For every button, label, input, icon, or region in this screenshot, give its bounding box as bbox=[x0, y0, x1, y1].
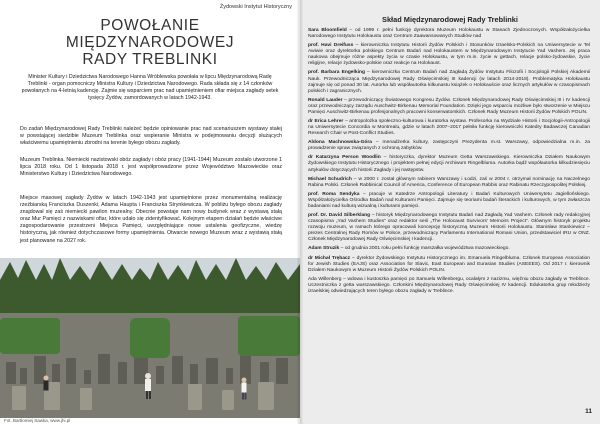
list-item: Sara Bloomfield – od 1999 r. pełni funkcję dyrektora Muzeum Holokaustu w Stanach Zjednoczonych. Współzałożycielka Narodowego Instytutu Holokaustu oraz Centrum Zaawansowanych Studiów nad bbox=[308, 28, 591, 40]
title-line-3: RADY TREBLINKI bbox=[82, 51, 218, 68]
council-composition-title: Skład Międzynarodowej Rady Treblinki bbox=[382, 15, 518, 24]
list-item: prof. Havi Dreifuss – kierowniczka Instytutu Historii Żydów Polskich i Stosunków Izraelsko-Polskich na Uniwersytecie w Tel Awiwie oraz dyrektorka polskiego Centrum Badań nad Holokaustem w Międzynarodowym Instytucie Yad Vashem. Jej praca naukowa obejmuje różne aspekty życia w czasie Holokaustu, w tym m.in. życie w gettach, relacje polsko-żydowskie, życie religijne, relacje żydowsko-polskie oraz reakcje na Holokaust. bbox=[308, 43, 591, 67]
list-item: Michael Schudrich – w 2000 r. został głównym rabinem Warszawy i Łodzi, zaś w 2004 r. otrzymał nominację na Naczelnego Rabina Polski. Członek Rabbinical Council of America, Conference of European Rabbis oraz Rabinatu Rzeczypospolitej Polskiej. bbox=[308, 176, 590, 188]
right-page bbox=[300, 0, 600, 424]
list-item: dr Katarzyna Person Woodlin – historyczka, dyrektor Muzeum Getta Warszawskiego. Kierowniczka Działem Naukowym Żydowskiego Instytutu Historycznego i projektem pełnej edycji Archiwum Ringelbluma. Autorka bądź współautorka kilkudziesięciu artykułów dotyczących historii Zagłady i jej następstw. bbox=[308, 155, 590, 173]
list-item: prof. Barbara Engelking – kierowniczka Centrum Badań nad Zagładą Żydów Instytutu Filozofii i Socjologii Polskiej Akademii Nauk. Przewodnicząca Międzynarodowej Rady Oświęcimskiej III kadencji (w latach 2014-2018). Problematyka Holokaustu zajmuje się od ponad 30 lat. Autorka lub współautorka kilkunastu książek o Holokauście oraz licznych artykułów w czasopismach polskich i zagranicznych. bbox=[308, 70, 590, 94]
list-item: prof. Roma Sendyka – pracuje w Katedrze Antropologii Literatury i Badań Kulturowych Uniwersytetu Jagiellońskiego. Współzałożycielka Ośrodka Badań nad Kulturami Pamięci. Zajmuje się teoriami badań literackich i kulturowych, w tym zwłaszcza badaniami nad kulturą wizualną i kulturami pamięci. bbox=[308, 191, 590, 209]
page-gutter bbox=[297, 0, 303, 424]
list-item: dr Erica Lehrer – antropolożka społeczno-kulturowa i kuratorka wystaw. Profesorka na Wydziale Historii i Socjologii-Antropologii na Uniwersytecie Concordia w Montrealu, gdzie w latach 2007–2017 pełniła funkcję kierowniczki Katedry Badawczej Canadian Research Chair w Post-Conflict Studies. bbox=[308, 118, 591, 137]
paragraph-museum-info: Muzeum Treblinka. Niemiecki nazistowski obóz zagłady i obóz pracy (1941-1944) Muzeum zostało utworzone 1 lipca 2018 roku. Od 1 listopada 2018 r. jest współprowadzone przez Województwo Mazowieckie oraz Ministerstwo Kultury i Dziedzictwa Narodowego. bbox=[20, 157, 282, 178]
article-title bbox=[0, 17, 300, 68]
photo-caption: Fot. Bartłomiej Sawka, www.jhi.pl bbox=[4, 418, 71, 423]
title-line-2: MIĘDZYNARODOWEJ bbox=[65, 34, 235, 51]
list-item: Ada Willenberg – wdowa i kustoszka pamięci po Samuelu Willenbergu, ocalałym z nazizmu, więźniu obozu zagłady w Treblince. Uczestniczka z getta warszawskiego. Członkini Międzynarodowej Rady Oświęcimskiej IV kadencji. Edukatorka grup młodzieży izraelskiej odwiedzających teren byłego obozu zagłady w Treblince. bbox=[308, 276, 590, 294]
title-line-1: POWOŁANIE bbox=[100, 17, 200, 34]
article-lead: Minister Kultury i Dziedzictwa Narodowego Hanna Wróblewska powołała w lipcu Międzynarodową Radę Treblinki - organ pomocniczy Ministra Kultury i Dziedzictwa Narodowego. Rada składa się z 14 członków powołanych na 4-letnią kadencję. Zajmie się wsparciem prac nad upamiętnieniem ofiar miejsca zagłady setek tysięcy Żydów, zamordowanych w latach 1942-1943. bbox=[21, 74, 279, 102]
list-item: prof. Dr. David Silberklang – historyk Międzynarodowego Instytutu Badań nad Zagładą Yad Vashem. Członek rady redakcyjnej czasopisma „Yad Vashem Studies” oraz redaktor serii „The Holocaust Survivors' Memoirs Project”. Głównym historyk projektu rozwoju muzeum, w ramach którego opracowali koncepcję historyczną Muzeum Historii Holokaustu. Stanisław Stankiewicz – prezes Centralnej Rady Romów w Polsce, przewodniczący Parlamentu International Romani Union, przedstawiciel IRU w ONZ. Członek Międzynarodowej Rady Oświęcimskiej I kadencji. bbox=[308, 213, 590, 243]
treblinka-memorial-photo bbox=[0, 258, 300, 418]
paragraph-memorial: Miejsce masowej zagłady Żydów w latach 1942-1943 jest upamiętnione przez monumentalną realizację rzeźbiarską Franciszka Duszenki, Adama Haupta i Franciszka Strynkiewicza. W pobliżu byłego obozu zagłady znajdował się zaś niemiecki pawilon muzealny. Obecnie powstaje nam nowy budynek wraz z wystawą stałą oraz Mur Pamięci z nazwiskami ofiar, które udało się zidentyfikować. Kolejnym etapem działań będzie właściwe zagospodarowanie przestrzeni Miejsca Pamięci, uwzględniające nowe ustalenia geofizyczne, wiedzę historyczną, jak również dotychczasowe formy upamiętnienia. Otwarcie nowego Muzeum wraz z wystawą stałą jest planowane na 2027 rok. bbox=[20, 195, 282, 244]
list-item: Aldona Machnowska-Góra – menadżerka kultury, zastępczyni Prezydenta m.st. Warszawy, odpowiedzialna m.in. za prowadzenie spraw związanych z ochroną zabytków. bbox=[308, 140, 590, 152]
photo-illustration bbox=[0, 258, 300, 418]
council-member-list bbox=[308, 28, 590, 298]
list-item: Adam Struzik – od grudnia 2001 roku pełni funkcję marszałka województwa mazowieckiego. bbox=[308, 246, 510, 252]
paragraph-council-tasks: Do zadań Międzynarodowej Rady Treblinki należeć będzie opiniowanie prac nad scenariuszem wystawy stałej w powstającej siedzibie Muzeum Treblinka oraz wspieranie Ministra w podejmowaniu decyzji służących właściwemu upamiętnieniu zbrodni na terenie byłego obozu zagłady. bbox=[20, 126, 282, 147]
running-header: Żydowski Instytut Historyczny bbox=[219, 4, 292, 10]
list-item: Ronald Lauder – przewodniczący Światowego Kongresu Żydów. Członek Międzynarodowej Rady Oświęcimskiej III i IV kadencji oraz przewodniczący zarządu Auschwitz-Birkenau Memorial Foundation. Dzięki jego wsparciu możliwe było stworzenie w Miejscu Pamięci Auschwitz-Birkenau profesjonalnych pracowni konserwatorskich. Członek Rady Muzeum Historii Żydów Polskich POLIN. bbox=[308, 97, 590, 115]
list-item: dr Michał Trębacz – dyrektor Żydowskiego Instytutu Historycznego im. Emanuela Ringelbluma. Członek European Association for Jewish Studies (EAJS) oraz Association for Slavic, East European and Eurasian Studies (ASEEES). Od 2017 r. kierownik Działem Naukowym w Muzeum Historii Żydów Polskich POLIN. bbox=[308, 255, 590, 273]
page-number: 11 bbox=[585, 408, 592, 415]
